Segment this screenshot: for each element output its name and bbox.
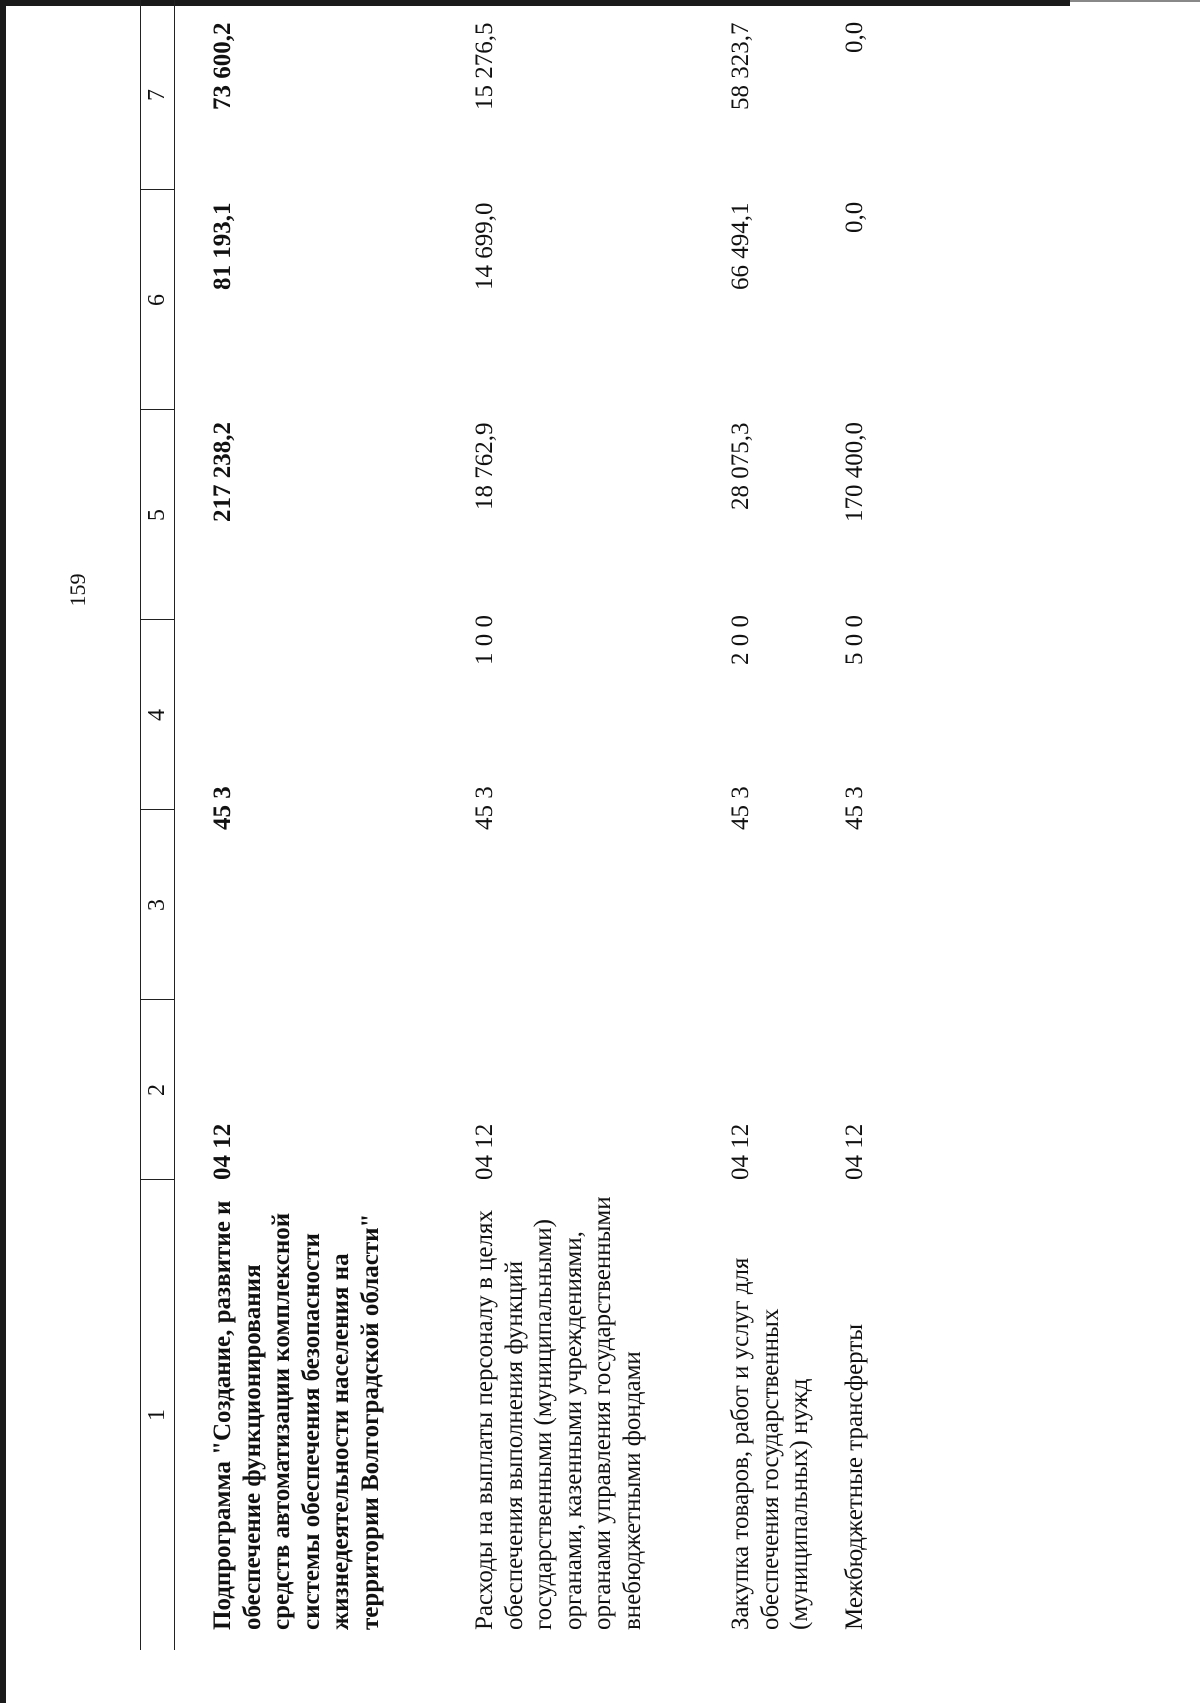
column-number: 6	[144, 294, 170, 306]
row-value-7: 0,0	[841, 21, 868, 53]
column-number: 5	[144, 509, 170, 521]
row-value-5: 170 400,0	[841, 422, 868, 522]
row-target: 45 3	[209, 786, 236, 830]
header-bottom-rule	[174, 0, 175, 1650]
row-value-6: 0,0	[841, 201, 868, 233]
column-number: 4	[144, 709, 170, 721]
row-name: Закупка товаров, работ и услуг для обеспечения государственных (муниципальных) нужд	[727, 1257, 813, 1630]
row-section: 04 12	[471, 1123, 498, 1180]
row-name: Расходы на выплаты персоналу в целях обеспечения выполнения функций государственными (муниципальными) органами, казенными учреждениями, органами управления государственными внебюджетными фондами	[471, 1196, 646, 1630]
row-target: 45 3	[727, 786, 754, 830]
scan-edge-left	[0, 0, 6, 1703]
row-expense-type: 2 0 0	[727, 615, 754, 665]
row-name: Межбюджетные трансферты	[841, 1323, 868, 1630]
row-section: 04 12	[727, 1123, 754, 1180]
row-name: Подпрограмма "Создание, развитие и обеспечение функционирования средств автоматизации комплексной системы обеспечения безопасности жизнедеятельности населения на территории Волгоградской области"	[209, 1200, 384, 1630]
row-value-7: 15 276,5	[471, 22, 498, 110]
row-expense-type: 1 0 0	[471, 615, 498, 665]
page-number: 159	[65, 573, 90, 607]
row-section: 04 12	[841, 1123, 868, 1180]
row-value-6: 66 494,1	[727, 202, 754, 290]
row-value-5: 28 075,3	[727, 422, 754, 510]
row-target: 45 3	[471, 786, 498, 830]
column-number: 1	[144, 1409, 170, 1421]
column-number: 7	[144, 89, 170, 101]
header-top-rule	[140, 0, 141, 1650]
row-target: 45 3	[841, 786, 868, 830]
row-value-7: 58 323,7	[727, 22, 754, 110]
row-section: 04 12	[209, 1123, 236, 1180]
row-value-5: 217 238,2	[209, 422, 236, 522]
column-number: 2	[144, 1084, 170, 1096]
rotated-page	[65, 0, 1170, 1650]
row-expense-type: 5 0 0	[841, 615, 868, 665]
row-value-6: 81 193,1	[209, 202, 236, 290]
row-value-7: 73 600,2	[209, 22, 236, 110]
row-value-5: 18 762,9	[471, 422, 498, 510]
column-number: 3	[144, 899, 170, 911]
row-value-6: 14 699,0	[471, 202, 498, 290]
